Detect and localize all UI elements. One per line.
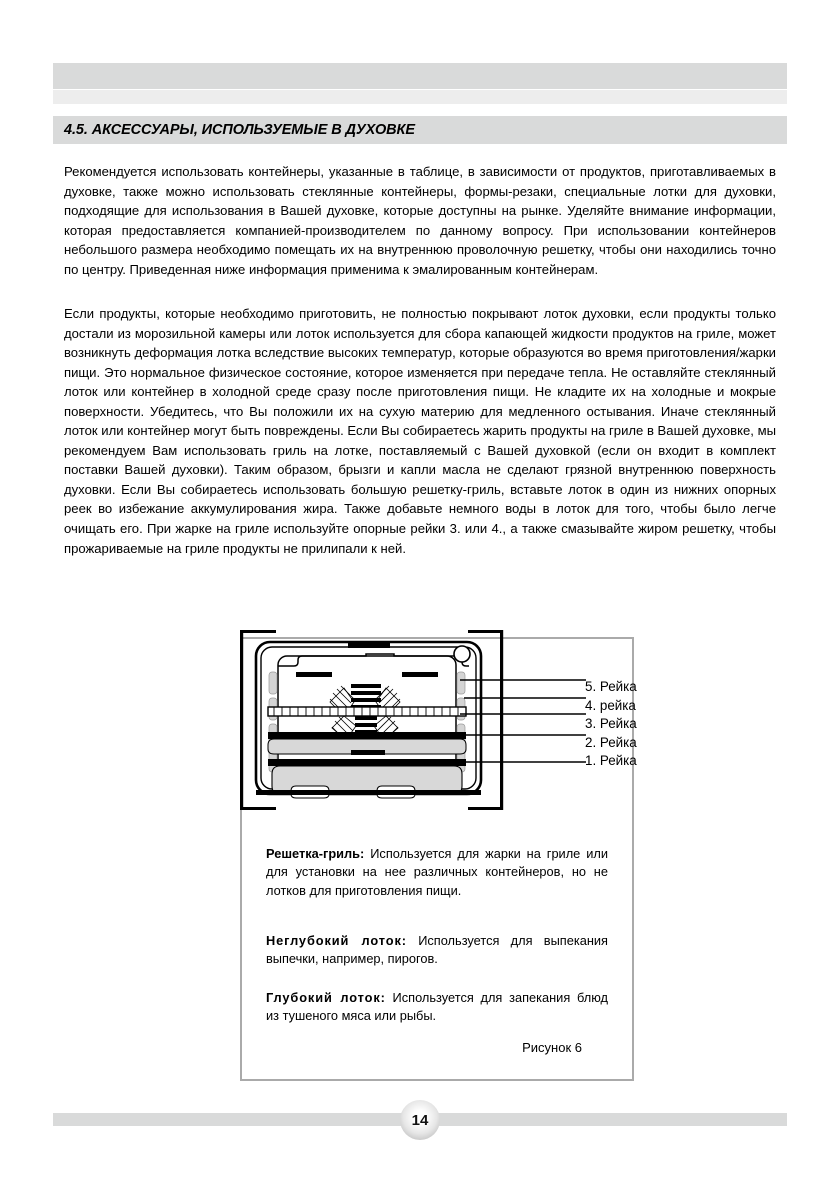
rack-label-1: 1. Рейка bbox=[585, 753, 637, 769]
figure-description-deep-tray bbox=[266, 989, 608, 1026]
term-shallow-tray: Неглубокий лоток: bbox=[266, 933, 407, 948]
desc-grill-rack: Используется для жарки на гриле или для установки на нее различных контейнеров, но не лотков для приготовления пищи. bbox=[266, 846, 608, 898]
rack-label-3: 3. Рейка bbox=[585, 716, 637, 732]
oven-illustration-icon bbox=[234, 628, 534, 816]
rack-label-5: 5. Рейка bbox=[585, 679, 637, 694]
page-number-badge bbox=[400, 1100, 440, 1140]
term-deep-tray: Глубокий лоток: bbox=[266, 990, 386, 1005]
rack-label-list bbox=[585, 678, 705, 771]
paragraph-block-2 bbox=[64, 304, 776, 558]
section-heading-bar bbox=[53, 116, 787, 144]
figure-caption: Рисунок 6 bbox=[522, 1040, 582, 1055]
paragraph-1: Рекомендуется использовать контейнеры, указанные в таблице, в зависимости от продуктов, приготавливаемых в духовке, также можно использовать стеклянные контейнеры, формы-резаки, специальные лотки для духовки, подходящие для использования в Вашей духовке, которые доступны на рынке. Уделяйте внимание информации, которая предоставляется компанией-производителем по данному вопросу. При использовании контейнеров небольшого размера необходимо помещать их на внутреннюю проволочную решетку, чтобы они находились точно по центру. Приведенная ниже информация применима к эмалированным контейнерам. bbox=[64, 164, 776, 277]
shallow-tray bbox=[268, 732, 466, 755]
header-band-upper bbox=[53, 63, 787, 89]
header-band-lower bbox=[53, 90, 787, 104]
section-heading-text: 4.5. АКСЕССУАРЫ, ИСПОЛЬЗУЕМЫЕ В ДУХОВКЕ bbox=[64, 122, 415, 138]
page-number: 14 bbox=[411, 1111, 429, 1129]
rack-label-4: 4. рейка bbox=[585, 697, 636, 713]
figure-description-grill-rack bbox=[266, 845, 608, 900]
term-grill-rack: Решетка-гриль: bbox=[266, 846, 365, 861]
desc-shallow-tray: Используется для выпекания выпечки, например, пирогов. bbox=[266, 933, 608, 967]
paragraph-2: Если продукты, которые необходимо приготовить, не полностью покрывают лоток духовки, если продукты только достали из морозильной камеры или лоток используется для сбора капающей жидкости продуктов на гриле, может возникнуть деформация лотка вследствие высоких температур, которые образуются во время приготовления/жарки пищи. Это нормальное физическое состояние, которое изменяется при передаче тепла. Не оставляйте стеклянный лоток или контейнер в холодной среде сразу после приготовления пищи. Не кладите их на холодные и мокрые поверхности. Убедитесь, что Вы положили их на сухую материю для медленного остывания. Иначе стеклянный лоток или контейнер могут быть повреждены. Если Вы собираетесь жарить продукты на гриле в Вашей духовке, мы рекомендуем Вам использовать гриль на лотке, поставляемый с Вашей духовкой (если он входит в комплект поставки Вашей духовки). Таким образом, брызги и капли масла не сделают грязной внутреннюю поверхность духовки. Если Вы собираетесь использовать большую решетку-гриль, вставьте лоток в один из нижних опорных реек во избежание аккумулирования жира. Также добавьте немного воды в лоток для того, чтобы было легче очищать его. При жарке на гриле используйте опорные рейки 3. или 4., а также смазывайте жиром решетку, чтобы прожариваемые на гриле продукты не прилипали к ней. bbox=[64, 306, 776, 556]
leader-line-extensions bbox=[534, 628, 588, 816]
rack-label-2: 2. Рейка bbox=[585, 734, 637, 750]
figure-description-shallow-tray bbox=[266, 932, 608, 969]
desc-deep-tray: Используется для запекания блюд из тушеного мяса или рыбы. bbox=[266, 990, 608, 1024]
paragraph-block-1 bbox=[64, 162, 776, 279]
oven-diagram bbox=[234, 628, 534, 816]
wire-grill-shelf bbox=[268, 707, 466, 716]
